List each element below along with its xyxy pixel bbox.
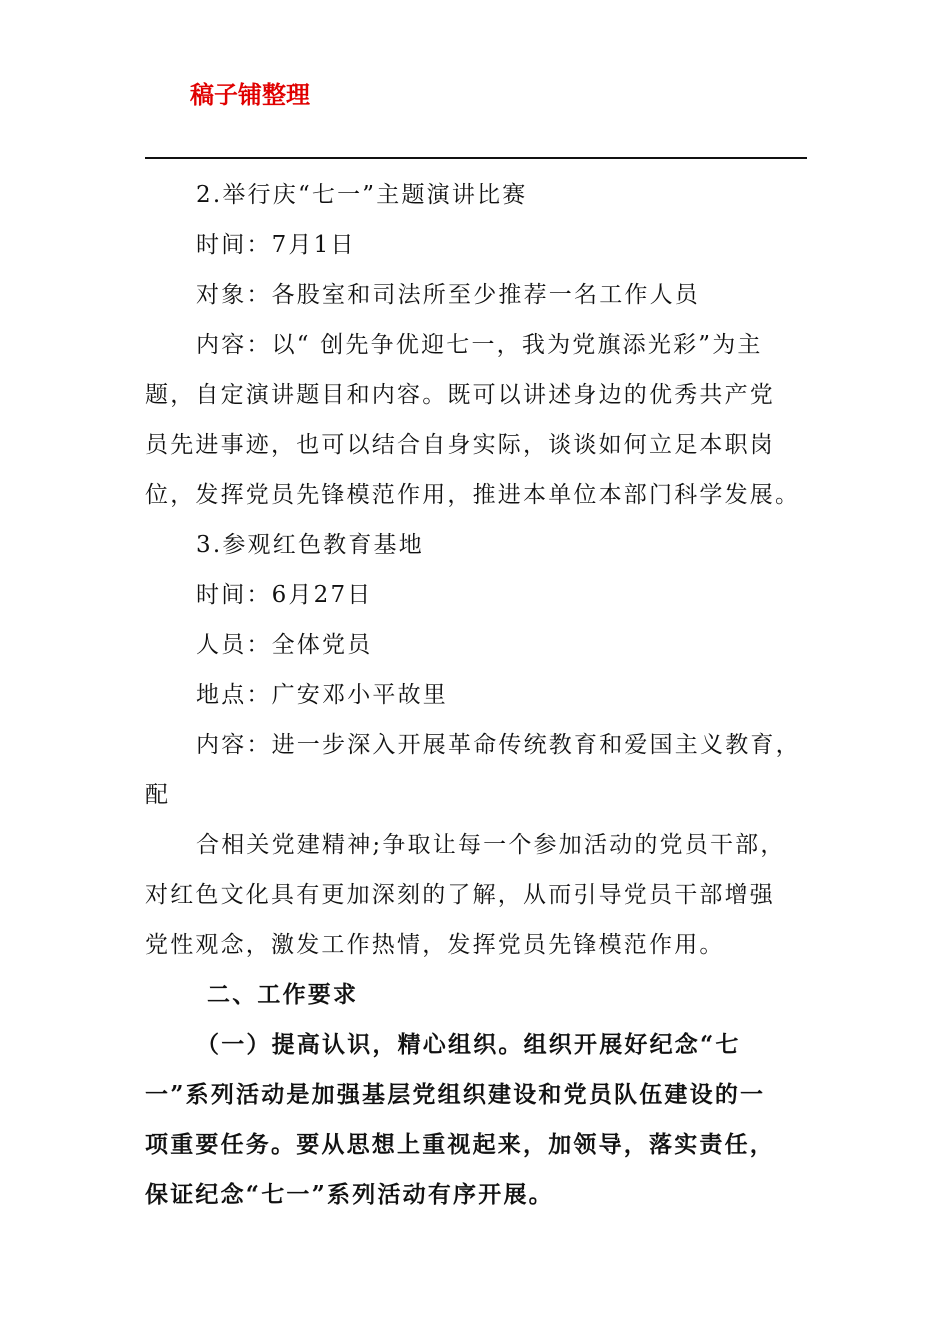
document-body [145, 170, 810, 1220]
section-heading-requirements: 二、工作要求 [207, 981, 359, 1008]
header-brand: 稿子铺整理 [190, 81, 310, 109]
header-divider [145, 157, 807, 159]
visit-content-line: 党性观念，激发工作热情，发挥党员先锋模范作用。 [145, 932, 725, 958]
requirement-paragraph-line: （一）提高认识，精心组织。组织开展好纪念“七 [196, 1031, 741, 1058]
visit-personnel: 人员：全体党员 [196, 632, 373, 658]
speech-content-line: 题，自定演讲题目和内容。既可以讲述身边的优秀共产党 [145, 382, 775, 408]
requirement-paragraph-line: 保证纪念“七一”系列活动有序开展。 [145, 1181, 554, 1208]
requirement-paragraph-line: 一”系列活动是加强基层党组织建设和党员队伍建设的一 [145, 1081, 766, 1108]
visit-location: 地点：广安邓小平故里 [196, 682, 448, 708]
speech-participants: 对象：各股室和司法所至少推荐一名工作人员 [196, 282, 700, 308]
speech-content-line: 内容：以“ 创先争优迎七一，我为党旗添光彩”为主 [196, 332, 763, 358]
visit-content-line: 配 [145, 782, 171, 808]
speech-content-line: 位，发挥党员先锋模范作用，推进本单位本部门科学发展。 [145, 482, 801, 508]
section-item-red-base-visit: 3.参观红色教育基地 [196, 532, 424, 558]
visit-content-line: 合相关党建精神;争取让每一个参加活动的党员干部， [196, 832, 786, 858]
visit-time: 时间：6月27日 [196, 582, 373, 608]
visit-content-line: 对红色文化具有更加深刻的了解，从而引导党员干部增强 [145, 882, 775, 908]
speech-content-line: 员先进事迹，也可以结合自身实际，谈谈如何立足本职岗 [145, 432, 775, 458]
requirement-paragraph-line: 项重要任务。要从思想上重视起来，加领导，落实责任， [145, 1131, 775, 1158]
visit-content-line: 内容：进一步深入开展革命传统教育和爱国主义教育， [196, 732, 801, 758]
section-item-speech-contest: 2.举行庆“七一”主题演讲比赛 [196, 182, 528, 208]
speech-time: 时间：7月1日 [196, 232, 356, 258]
